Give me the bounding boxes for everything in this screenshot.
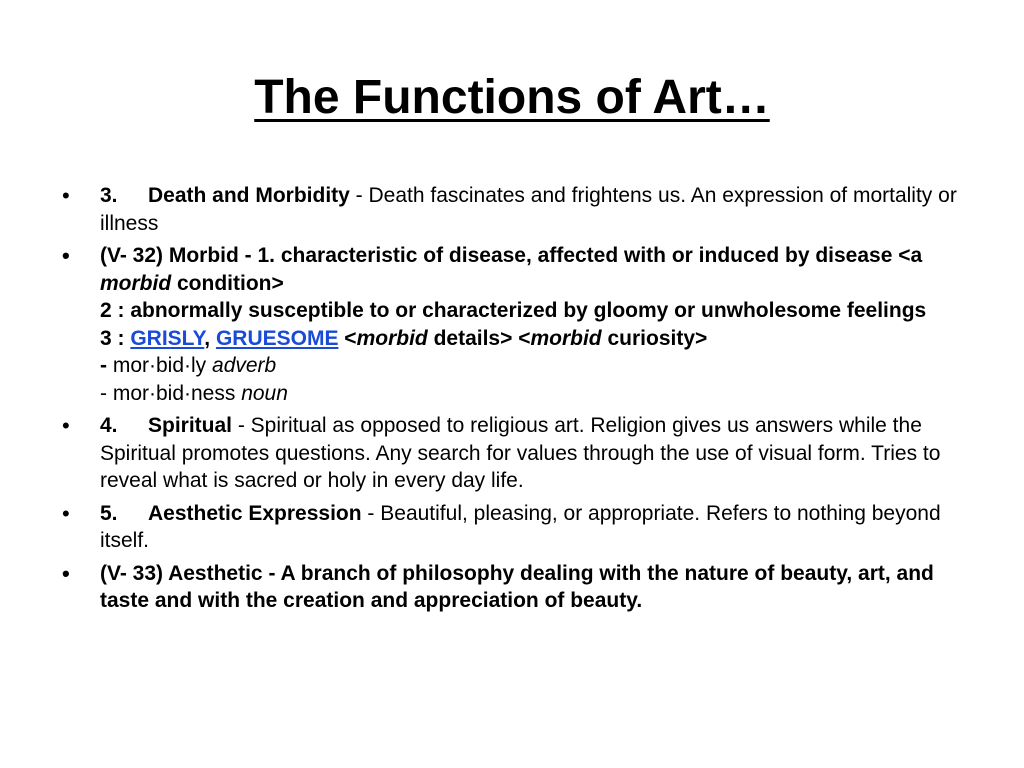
item-text: - Beautiful, pleasing, or appropriate. Refers to nothing beyond itself. bbox=[100, 501, 941, 552]
bullet-icon: • bbox=[62, 183, 70, 208]
bullet-icon: • bbox=[62, 500, 70, 526]
link-grisly[interactable]: GRISLY bbox=[130, 326, 205, 350]
definition-noun: - mor·bid·ness noun bbox=[100, 381, 288, 405]
definition-text: (V- 33) Aesthetic - A branch of philosophy dealing with the nature of beauty, art, and taste and with the creation and appreciation of beauty. bbox=[100, 561, 934, 612]
item-number: 3. bbox=[100, 184, 118, 207]
item-text: - Spiritual as opposed to religious art. Religion gives us answers while the Spiritual promotes questions. Any search for values through the use of visual form. Tries to reveal what is sacred or holy in every day life. bbox=[100, 414, 941, 492]
list-item-aesthetic-expression bbox=[62, 500, 960, 555]
link-gruesome[interactable]: GRUESOME bbox=[215, 326, 339, 350]
list-item-spiritual bbox=[62, 412, 960, 495]
definition-adverb: - mor·bid·ly adverb bbox=[100, 354, 277, 377]
item-number: 4. bbox=[100, 414, 118, 437]
definition-line-2: 2 : abnormally susceptible to or characterized by gloomy or unwholesome feelings bbox=[100, 299, 927, 322]
emphasis-morbid: morbid bbox=[100, 271, 172, 295]
list-item-aesthetic-definition bbox=[62, 560, 960, 615]
emphasis-morbid: morbid bbox=[530, 326, 602, 350]
bullet-icon: • bbox=[62, 560, 70, 586]
item-text: - Death fascinates and frightens us. An expression of mortality or illness bbox=[100, 184, 957, 235]
item-number: 5. bbox=[100, 501, 118, 525]
item-heading: Aesthetic Expression bbox=[148, 501, 362, 525]
list-item-death-morbidity bbox=[62, 182, 960, 237]
item-heading: Spiritual bbox=[148, 414, 233, 437]
definition-line-3: 3 : GRISLY, GRUESOME <morbid details> <morbid curiosity> bbox=[100, 326, 708, 350]
item-heading: Death and Morbidity bbox=[148, 184, 350, 207]
bullet-icon: • bbox=[62, 413, 70, 438]
bullet-icon: • bbox=[62, 243, 70, 268]
slide-title: The Functions of Art… bbox=[254, 71, 770, 124]
definition-line-1: (V- 32) Morbid - 1. characteristic of disease, affected with or induced by disease <a morbid condition> bbox=[100, 244, 923, 295]
slide-body bbox=[62, 182, 960, 620]
emphasis-morbid: morbid bbox=[356, 326, 428, 350]
list-item-morbid-definition bbox=[62, 242, 960, 407]
